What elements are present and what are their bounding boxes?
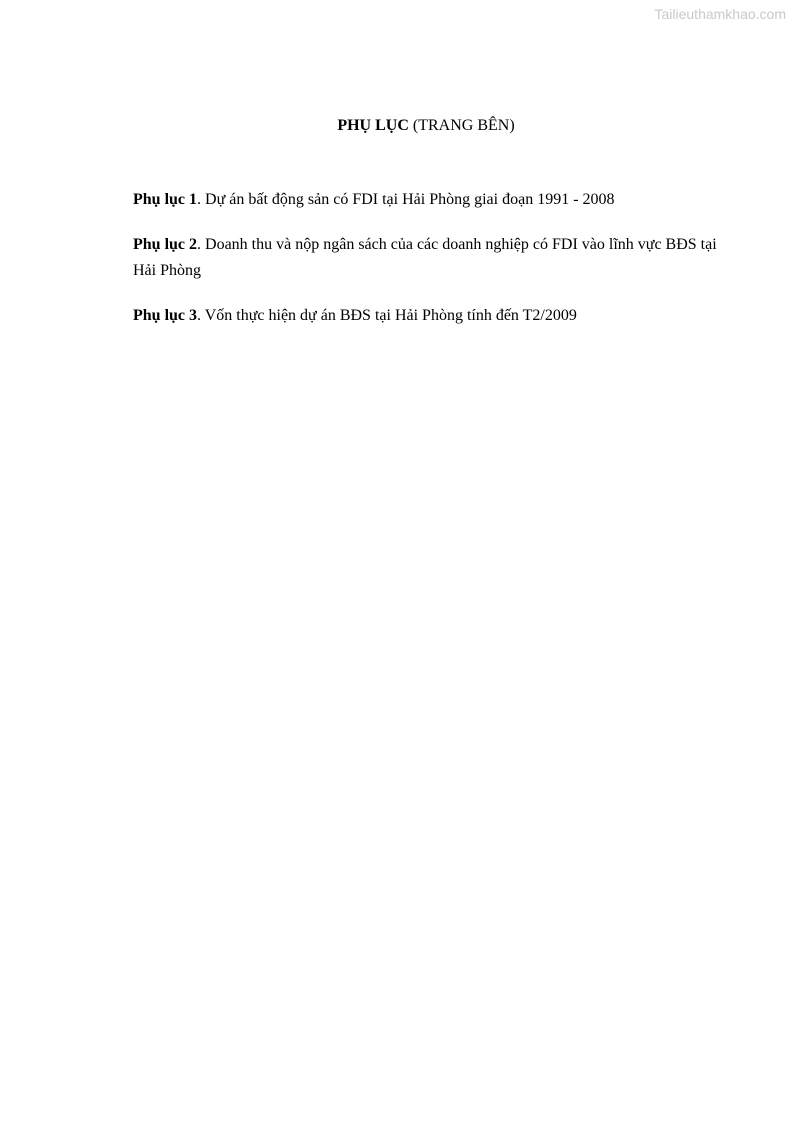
watermark: Tailieuthamkhao.com (654, 6, 786, 22)
appendix-entry-1 (133, 187, 733, 213)
heading-subtitle: (TRANG BÊN) (408, 117, 515, 134)
page-heading (0, 116, 794, 136)
appendix-text-2: . Doanh thu và nộp ngân sách của các doanh nghiệp có FDI vào lĩnh vực BĐS tại Hải Phòng (133, 236, 717, 279)
appendix-entry-3 (133, 303, 733, 329)
appendix-label-3: Phụ lục 3 (133, 307, 198, 324)
appendix-text-3: . Vốn thực hiện dự án BĐS tại Hải Phòng tính đến T2/2009 (197, 307, 577, 324)
appendix-label-2: Phụ lục 2 (133, 236, 198, 253)
appendix-entry-2 (133, 232, 733, 284)
heading-title: PHỤ LỤC (337, 117, 409, 134)
appendix-label-1: Phụ lục 1 (133, 191, 198, 208)
appendix-text-1: . Dự án bất động sản có FDI tại Hải Phòng giai đoạn 1991 - 2008 (197, 191, 615, 208)
appendix-list (133, 187, 733, 348)
